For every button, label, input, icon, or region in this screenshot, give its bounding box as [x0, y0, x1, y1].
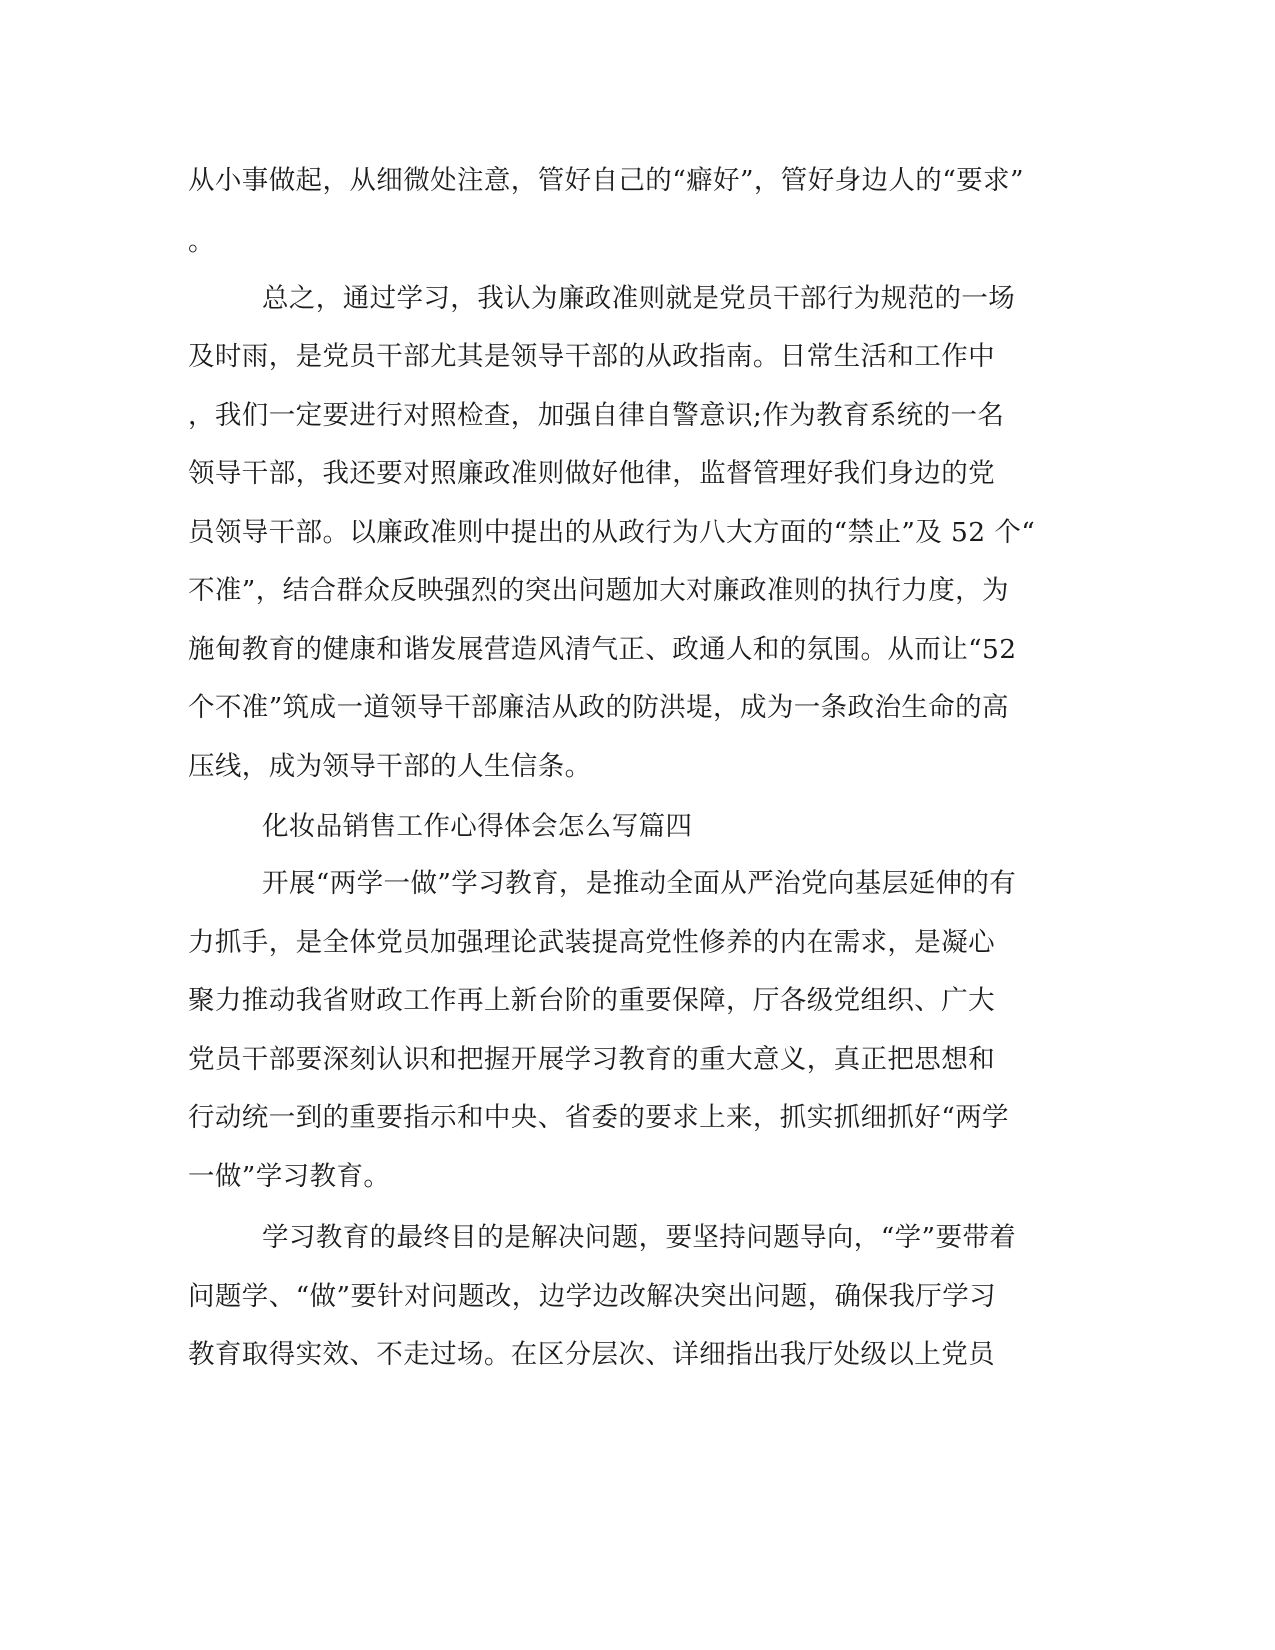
text-line: 领导干部，我还要对照廉政准则做好他律，监督管理好我们身边的党 — [188, 458, 995, 489]
text-line: 及时雨，是党员干部尤其是领导干部的从政指南。日常生活和工作中 — [188, 341, 995, 372]
text-line: 施甸教育的健康和谐发展营造风清气正、政通人和的氛围。从而让“52 — [188, 634, 1017, 665]
text-line: 开展“两学一做”学习教育，是推动全面从严治党向基层延伸的有 — [262, 868, 1017, 899]
text-line: 不准”，结合群众反映强烈的突出问题加大对廉政准则的执行力度，为 — [188, 575, 1009, 606]
text-line: 员领导干部。以廉政准则中提出的从政行为八大方面的“禁止”及 52 个“ — [188, 517, 1036, 548]
section-heading: 化妆品销售工作心得体会怎么写篇四 — [262, 811, 693, 842]
text-line: 总之，通过学习，我认为廉政准则就是党员干部行为规范的一场 — [262, 283, 1016, 314]
text-line: ，我们一定要进行对照检查，加强自律自警意识;作为教育系统的一名 — [188, 400, 1005, 431]
text-line: 压线，成为领导干部的人生信条。 — [188, 751, 592, 782]
text-line: 一做”学习教育。 — [188, 1161, 391, 1192]
text-line: 问题学、“做”要针对问题改，边学边改解决突出问题，确保我厅学习 — [188, 1281, 996, 1312]
text-line: 聚力推动我省财政工作再上新台阶的重要保障，厅各级党组织、广大 — [188, 985, 995, 1016]
text-line: 从小事做起，从细微处注意，管好自己的“癖好”，管好身边人的“要求” — [188, 165, 1024, 196]
text-line: 党员干部要深刻认识和把握开展学习教育的重大意义，真正把思想和 — [188, 1044, 995, 1075]
text-line: 学习教育的最终目的是解决问题，要坚持问题导向，“学”要带着 — [262, 1222, 1017, 1253]
text-line: 行动统一到的重要指示和中央、省委的要求上来，抓实抓细抓好“两学 — [188, 1102, 1009, 1133]
text-line: 个不准”筑成一道领导干部廉洁从政的防洪堤，成为一条政治生命的高 — [188, 692, 1009, 723]
text-line: 力抓手，是全体党员加强理论武装提高党性修养的内在需求，是凝心 — [188, 927, 995, 958]
text-line: 教育取得实效、不走过场。在区分层次、详细指出我厅处级以上党员 — [188, 1339, 995, 1370]
text-line: 。 — [188, 226, 215, 257]
